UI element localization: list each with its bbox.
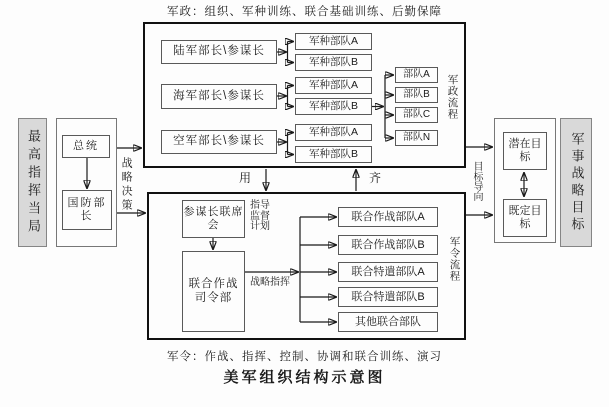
force-box: 部队N	[395, 130, 438, 146]
military-strategic-goal-box: 军事战略目标	[560, 118, 592, 247]
potential-goal-box: 潜在目标	[503, 132, 547, 170]
joint-unit-box: 联合特遣部队B	[338, 287, 438, 307]
command-flow-label: 军令流程	[448, 236, 461, 282]
joint-unit-box: 联合作战部队A	[338, 207, 438, 227]
goal-orientation-label: 目标导向	[471, 161, 482, 201]
force-box: 部队C	[395, 107, 438, 123]
admin-flow-label: 军政流程	[446, 74, 459, 120]
joint-chiefs-box: 参谋长联席会	[182, 200, 245, 238]
service-unit-box: 军种部队B	[295, 98, 372, 115]
defense-secretary-box: 国防部长	[62, 190, 112, 230]
army-secretary-box: 陆军部长\参谋长	[161, 40, 277, 64]
joint-unit-box: 联合作战部队B	[338, 235, 438, 255]
command-caption: 军令：作战、指挥、控制、协调和联合训练、演习	[167, 351, 442, 363]
strategic-command-label: 战略指挥	[250, 277, 290, 288]
service-unit-box: 军种部队A	[295, 124, 372, 141]
force-box: 部队A	[395, 67, 438, 83]
admin-caption: 军政：组织、军种训练、联合基础训练、后勤保障	[167, 6, 442, 18]
align-label: 齐	[369, 171, 382, 185]
joint-unit-box: 联合特遣部队A	[338, 262, 438, 282]
supreme-command-authority-box: 最高指挥当局	[18, 118, 47, 247]
diagram-title: 美军组织结构示意图	[223, 369, 386, 386]
guidance-label: 指导监督计划	[250, 200, 270, 232]
joint-unit-box: 其他联合部队	[338, 312, 438, 332]
airforce-secretary-box: 空军部长\参谋长	[161, 130, 277, 154]
service-unit-box: 军种部队A	[295, 77, 372, 94]
service-unit-box: 军种部队B	[295, 146, 372, 163]
navy-secretary-box: 海军部长\参谋长	[161, 84, 277, 109]
joint-operations-command-box: 联合作战司令部	[182, 251, 245, 332]
president-box: 总统	[62, 135, 110, 158]
force-box: 部队B	[395, 87, 438, 103]
strategic-decision-label: 战略决策	[120, 157, 133, 213]
service-unit-box: 军种部队B	[295, 54, 372, 71]
service-unit-box: 军种部队A	[295, 33, 372, 50]
employ-label: 用	[239, 171, 252, 185]
established-goal-box: 既定目标	[503, 199, 547, 237]
